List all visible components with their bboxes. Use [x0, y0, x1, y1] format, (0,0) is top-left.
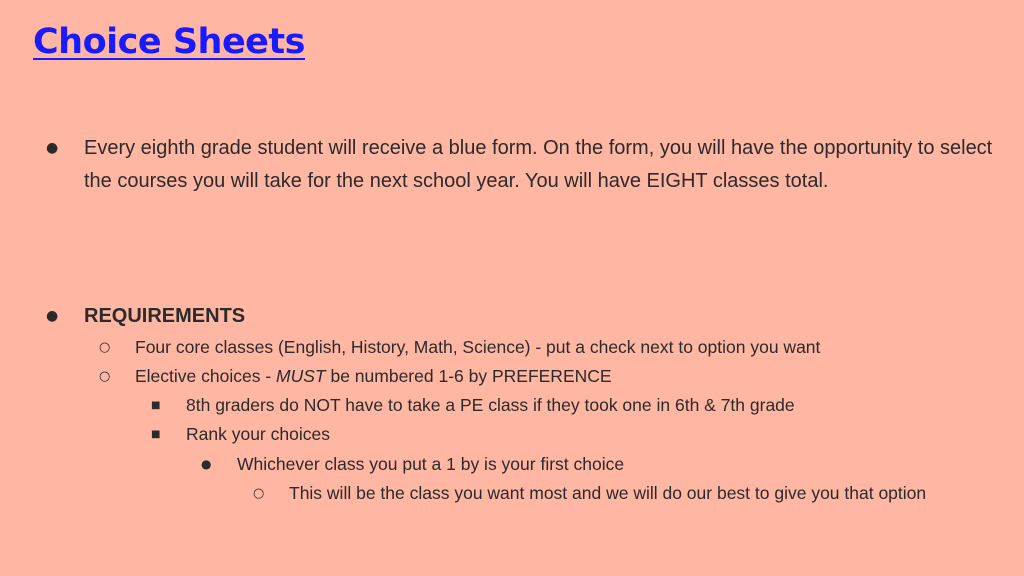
- elective-prefix: Elective choices -: [135, 366, 277, 386]
- explain-text: This will be the class you want most and we will do our best to give you that option: [289, 483, 927, 503]
- bullet-icon: ●: [201, 457, 212, 471]
- elective-emphasis: MUST: [276, 366, 326, 386]
- slide-title-link[interactable]: Choice Sheets: [33, 22, 305, 62]
- elective-text: [135, 362, 612, 391]
- requirements-heading: REQUIREMENTS: [84, 305, 246, 327]
- hollow-bullet-icon: ○: [99, 369, 111, 384]
- list-item-explain: [253, 479, 969, 508]
- square-bullet-icon: ■: [151, 400, 161, 411]
- list-item-requirements: [46, 300, 999, 333]
- bullet-icon: ●: [46, 140, 59, 156]
- hollow-bullet-icon: ○: [253, 486, 265, 501]
- core-classes-text: Four core classes (English, History, Math, Science) - put a check next to option you want: [135, 337, 821, 357]
- list-item-rank: [151, 420, 330, 449]
- list-item-elective: [99, 362, 612, 391]
- blue-form-text: Every eighth grade student will receive a blue form. On the form, you will have the opportunity to select the courses you will take for the next school year. You will have EIGHT classes total.: [84, 137, 993, 192]
- square-bullet-icon: ■: [151, 429, 161, 440]
- list-item-pe-note: [151, 391, 795, 420]
- list-item-blue-form: [46, 132, 999, 198]
- elective-suffix: be numbered 1-6 by PREFERENCE: [325, 366, 612, 386]
- list-item-first-choice: [201, 450, 624, 479]
- rank-text: Rank your choices: [186, 424, 330, 444]
- list-item-core-classes: [99, 333, 820, 362]
- hollow-bullet-icon: ○: [99, 340, 111, 355]
- bullet-icon: ●: [46, 308, 59, 324]
- first-choice-text: Whichever class you put a 1 by is your first choice: [237, 454, 625, 474]
- pe-note-text: 8th graders do NOT have to take a PE class if they took one in 6th & 7th grade: [186, 395, 795, 415]
